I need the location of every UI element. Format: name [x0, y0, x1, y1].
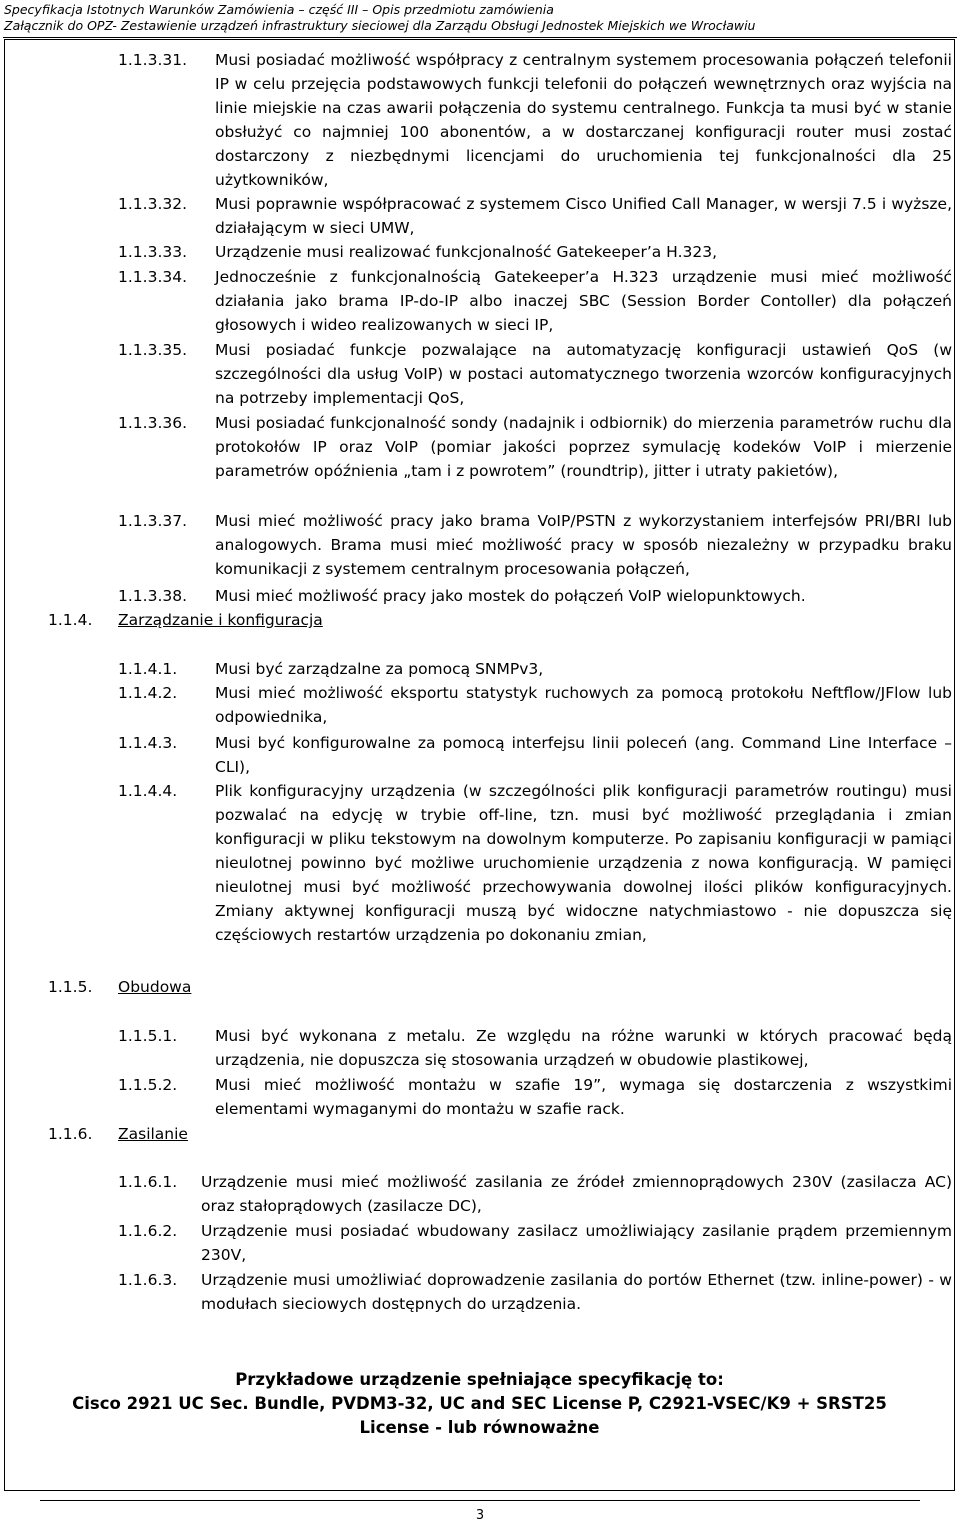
section-number: 1.1.5.: [48, 978, 93, 996]
item-number: 1.1.6.3.: [118, 1271, 178, 1289]
item-number: 1.1.3.36.: [118, 414, 188, 432]
item-number: 1.1.6.1.: [118, 1173, 178, 1191]
item-number: 1.1.5.2.: [118, 1076, 178, 1094]
item-number: 1.1.3.35.: [118, 341, 188, 359]
item-text: Plik konfiguracyjny urządzenia (w szczególności plik konfiguracji parametrów routingu) musi pozwalać na edycję w trybie off-line, tzn. musi być możliwość przeglądania i zmian konfiguracji w pliku tekstowym na dowolnym komputerze. Po zapisaniu konfiguracji w pamiąci nieulotnej powinno być możliwe uruchomienie urządzenia z nowa konfiguracją. W pamięci nieulotnej musi być możliwość przechowywania dowolnej ilości plików konfiguracyjnych. Zmiany aktywnej konfiguracji muszą być widoczne natychmiastowo - nie dopuszcza się częściowych restartów urządzenia po dokonaniu zmian,: [215, 782, 952, 944]
item-text: Musi mieć możliwość pracy jako brama VoIP/PSTN z wykorzystaniem interfejsów PRI/BRI lub analogowych. Brama musi mieć możliwość pracy w sposób niezależny w przypadku braku komunikacji z systemem centralnym procesowania połączeń,: [215, 512, 952, 578]
item-number: 1.1.4.2.: [118, 684, 178, 702]
item-text: Musi mieć możliwość pracy jako mostek do połączeń VoIP wielopunktowych.: [215, 587, 806, 605]
example-device-heading: Przykładowe urządzenie spełniające specyfikację to:: [235, 1370, 724, 1389]
section-number: 1.1.4.: [48, 611, 93, 629]
item-number: 1.1.3.34.: [118, 268, 188, 286]
item-number: 1.1.6.2.: [118, 1222, 178, 1240]
document-header-title: Specyfikacja Istotnych Warunków Zamówienia – część III – Opis przedmiotu zamówienia: [4, 2, 554, 17]
item-text: Musi być konfigurowalne za pomocą interfejsu linii poleceń (ang. Command Line Interface – CLI),: [215, 734, 952, 776]
item-text: Musi posiadać funkcjonalność sondy (nadajnik i odbiornik) do mierzenia parametrów ruchu dla protokołów IP oraz VoIP (pomiar jakości poprzez symulację kodeków VoIP i mierzenie parametrów opóźnienia „tam i z powrotem” (roundtrip), jitter i utraty pakietów),: [215, 414, 952, 480]
item-number: 1.1.3.33.: [118, 243, 188, 261]
item-number: 1.1.3.32.: [118, 195, 188, 213]
section-title: Obudowa: [118, 978, 192, 996]
header-divider: [3, 37, 957, 38]
item-number: 1.1.4.3.: [118, 734, 178, 752]
item-text: Musi być wykonana z metalu. Ze względu na różne warunki w których pracować będą urządzenia, nie dopuszcza się stosowania urządzeń w obudowie plastikowej,: [215, 1027, 952, 1069]
section-number: 1.1.6.: [48, 1125, 93, 1143]
document-header-subtitle: Załącznik do OPZ- Zestawienie urządzeń infrastruktury sieciowej dla Zarządu Obsługi Jednostek Miejskich we Wrocławiu: [4, 18, 756, 33]
item-text: Musi mieć możliwość montażu w szafie 19”, wymaga się dostarczenia z wszystkimi elementami wymaganymi do montażu w szafie rack.: [215, 1076, 952, 1118]
item-text: Musi posiadać możliwość współpracy z centralnym systemem procesowania połączeń telefonii IP w celu przejęcia podstawowych funkcji telefonii do połączeń wewnętrznych oraz wyjścia na linie miejskie na czas awarii połączenia do systemu centralnego. Funkcja ta musi być w stanie obsłużyć co najmniej 100 abonentów, a w dostarczanej konfiguracji router musi zostać dostarczony z niezbędnymi licencjami do uruchomienia tej funkcjonalności dla 25 użytkowników,: [215, 51, 952, 189]
example-device-model: Cisco 2921 UC Sec. Bundle, PVDM3-32, UC and SEC License P, C2921-VSEC/K9 + SRST25: [72, 1394, 887, 1413]
section-title: Zarządzanie i konfiguracja: [118, 611, 323, 629]
example-device-license: License - lub równoważne: [359, 1418, 600, 1437]
section-title: Zasilanie: [118, 1125, 188, 1143]
item-text: Urządzenie musi umożliwiać doprowadzenie zasilania do portów Ethernet (tzw. inline-power) - w modułach sieciowych dostępnych do urządzenia.: [201, 1271, 952, 1313]
item-text: Urządzenie musi posiadać wbudowany zasilacz umożliwiający zasilanie prądem przemiennym 230V,: [201, 1222, 952, 1264]
item-text: Musi mieć możliwość eksportu statystyk ruchowych za pomocą protokołu Neftflow/JFlow lub odpowiednika,: [215, 684, 952, 726]
item-text: Musi posiadać funkcje pozwalające na automatyzację konfiguracji ustawień QoS (w szczególności dla usług VoIP) w postaci automatycznego tworzenia wzorców konfiguracyjnych na potrzeby implementacji QoS,: [215, 341, 952, 407]
item-text: Musi poprawnie współpracować z systemem Cisco Unified Call Manager, w wersji 7.5 i wyższe, działającym w sieci UMW,: [215, 195, 952, 237]
item-number: 1.1.5.1.: [118, 1027, 178, 1045]
item-number: 1.1.3.38.: [118, 587, 188, 605]
item-number: 1.1.4.1.: [118, 660, 178, 678]
item-text: Urządzenie musi mieć możliwość zasilania ze źródeł zmiennoprądowych 230V (zasilacza AC) oraz stałoprądowych (zasilacze DC),: [201, 1173, 952, 1215]
page-number: 3: [475, 1508, 485, 1523]
item-number: 1.1.3.31.: [118, 51, 188, 69]
footer-divider: [40, 1500, 920, 1501]
item-text: Musi być zarządzalne za pomocą SNMPv3,: [215, 660, 544, 678]
item-number: 1.1.4.4.: [118, 782, 178, 800]
item-number: 1.1.3.37.: [118, 512, 188, 530]
item-text: Jednocześnie z funkcjonalnością Gatekeeper’a H.323 urządzenie musi mieć możliwość działania jako brama IP-do-IP albo inaczej SBC (Session Border Contoller) dla połączeń głosowych i wideo realizowanych w sieci IP,: [215, 268, 952, 334]
item-text: Urządzenie musi realizować funkcjonalność Gatekeeper’a H.323,: [215, 243, 718, 261]
